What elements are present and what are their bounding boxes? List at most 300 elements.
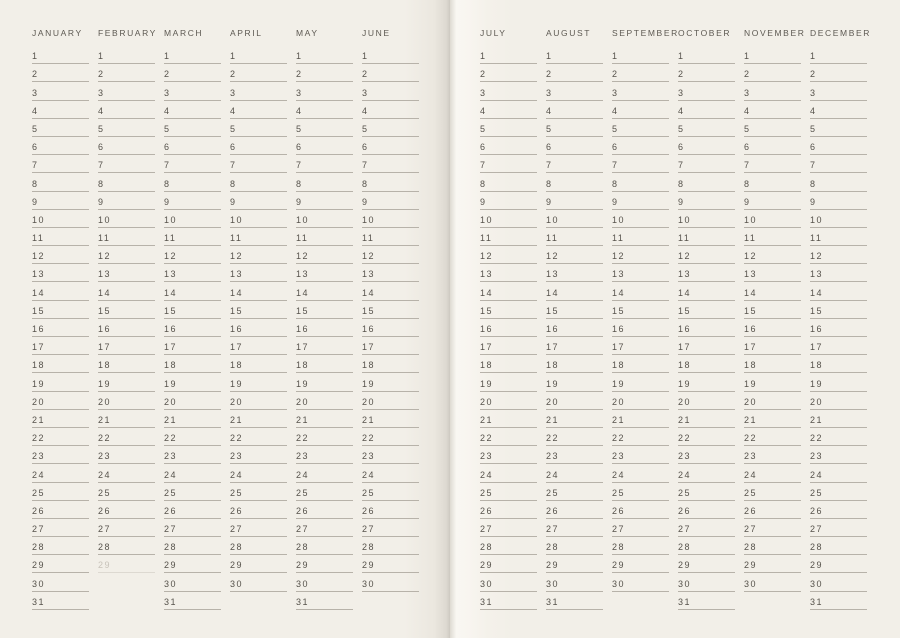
day-row[interactable]: [744, 137, 801, 155]
day-row[interactable]: [32, 137, 89, 155]
day-row[interactable]: [98, 246, 155, 264]
day-row[interactable]: [678, 137, 735, 155]
day-row[interactable]: [32, 446, 89, 464]
day-row[interactable]: [164, 192, 221, 210]
day-row[interactable]: [98, 373, 155, 391]
day-row[interactable]: [546, 573, 603, 591]
day-row[interactable]: [296, 392, 353, 410]
day-row[interactable]: [230, 446, 287, 464]
day-row[interactable]: [362, 64, 419, 82]
day-row[interactable]: [362, 282, 419, 300]
day-row[interactable]: [296, 501, 353, 519]
day-row[interactable]: [744, 301, 801, 319]
day-row[interactable]: [612, 155, 669, 173]
day-row[interactable]: [744, 119, 801, 137]
day-row[interactable]: [164, 319, 221, 337]
day-row[interactable]: [296, 282, 353, 300]
day-row[interactable]: [480, 101, 537, 119]
day-row[interactable]: [362, 446, 419, 464]
day-row[interactable]: [612, 373, 669, 391]
day-row[interactable]: [230, 464, 287, 482]
day-row[interactable]: [744, 519, 801, 537]
day-row[interactable]: [362, 555, 419, 573]
day-row[interactable]: [230, 519, 287, 537]
day-row[interactable]: [362, 155, 419, 173]
day-row[interactable]: [612, 410, 669, 428]
day-row[interactable]: [480, 519, 537, 537]
day-row[interactable]: [546, 519, 603, 537]
day-row[interactable]: [98, 192, 155, 210]
day-row[interactable]: [810, 464, 867, 482]
day-row[interactable]: [480, 64, 537, 82]
day-row[interactable]: [810, 101, 867, 119]
day-row[interactable]: [32, 410, 89, 428]
day-row[interactable]: [362, 192, 419, 210]
day-row[interactable]: [744, 483, 801, 501]
day-row[interactable]: [230, 573, 287, 591]
day-row[interactable]: [480, 483, 537, 501]
day-row[interactable]: [744, 537, 801, 555]
day-row[interactable]: [612, 555, 669, 573]
day-row[interactable]: [810, 228, 867, 246]
day-row[interactable]: [296, 246, 353, 264]
day-row[interactable]: [546, 264, 603, 282]
day-row[interactable]: [230, 555, 287, 573]
day-row[interactable]: [480, 428, 537, 446]
day-row[interactable]: [612, 337, 669, 355]
day-row[interactable]: [612, 210, 669, 228]
day-row[interactable]: [480, 537, 537, 555]
day-row[interactable]: [546, 428, 603, 446]
day-row[interactable]: [32, 301, 89, 319]
day-row[interactable]: [678, 210, 735, 228]
day-row[interactable]: [296, 337, 353, 355]
day-row[interactable]: [480, 446, 537, 464]
day-row[interactable]: [230, 155, 287, 173]
day-row[interactable]: [480, 501, 537, 519]
day-row[interactable]: [164, 373, 221, 391]
day-row[interactable]: [230, 373, 287, 391]
day-row[interactable]: [230, 483, 287, 501]
day-row[interactable]: [164, 446, 221, 464]
day-row[interactable]: [32, 519, 89, 537]
day-row[interactable]: [744, 464, 801, 482]
day-row[interactable]: [32, 119, 89, 137]
day-row[interactable]: [744, 428, 801, 446]
day-row[interactable]: [164, 137, 221, 155]
day-row[interactable]: [362, 464, 419, 482]
day-row[interactable]: [480, 319, 537, 337]
day-row[interactable]: [546, 464, 603, 482]
day-row[interactable]: [546, 119, 603, 137]
day-row[interactable]: [678, 246, 735, 264]
day-row[interactable]: [362, 228, 419, 246]
day-row[interactable]: [546, 410, 603, 428]
day-row[interactable]: [164, 228, 221, 246]
day-row[interactable]: [744, 319, 801, 337]
day-row[interactable]: [546, 64, 603, 82]
day-row[interactable]: [612, 392, 669, 410]
day-row[interactable]: [164, 82, 221, 100]
day-row[interactable]: [164, 464, 221, 482]
day-row[interactable]: [546, 373, 603, 391]
day-row[interactable]: [678, 373, 735, 391]
day-row[interactable]: [296, 46, 353, 64]
day-row[interactable]: [546, 228, 603, 246]
day-row[interactable]: [546, 555, 603, 573]
day-row[interactable]: [164, 428, 221, 446]
day-row[interactable]: [678, 192, 735, 210]
day-row[interactable]: [810, 264, 867, 282]
day-row[interactable]: [678, 355, 735, 373]
day-row[interactable]: [98, 155, 155, 173]
day-row[interactable]: [32, 173, 89, 191]
day-row[interactable]: [480, 210, 537, 228]
day-row[interactable]: [32, 483, 89, 501]
day-row[interactable]: [296, 428, 353, 446]
day-row[interactable]: [546, 319, 603, 337]
day-row[interactable]: [612, 228, 669, 246]
day-row[interactable]: [612, 82, 669, 100]
day-row[interactable]: [480, 246, 537, 264]
day-row[interactable]: [362, 483, 419, 501]
day-row[interactable]: [678, 64, 735, 82]
day-row[interactable]: [362, 319, 419, 337]
day-row[interactable]: [810, 573, 867, 591]
day-row[interactable]: [546, 501, 603, 519]
day-row[interactable]: [810, 428, 867, 446]
day-row[interactable]: [744, 82, 801, 100]
day-row[interactable]: [98, 392, 155, 410]
day-row[interactable]: [32, 46, 89, 64]
day-row[interactable]: [678, 228, 735, 246]
day-row[interactable]: [32, 155, 89, 173]
day-row[interactable]: [612, 519, 669, 537]
day-row[interactable]: [810, 137, 867, 155]
day-row[interactable]: [230, 319, 287, 337]
day-row[interactable]: [678, 319, 735, 337]
day-row[interactable]: [32, 337, 89, 355]
day-row[interactable]: [230, 192, 287, 210]
day-row[interactable]: [678, 301, 735, 319]
day-row[interactable]: [230, 246, 287, 264]
day-row[interactable]: [164, 173, 221, 191]
day-row[interactable]: [546, 246, 603, 264]
day-row[interactable]: [480, 119, 537, 137]
day-row[interactable]: [230, 428, 287, 446]
day-row[interactable]: [810, 555, 867, 573]
day-row[interactable]: [546, 301, 603, 319]
day-row[interactable]: [612, 428, 669, 446]
day-row[interactable]: [362, 301, 419, 319]
day-row[interactable]: [744, 410, 801, 428]
day-row[interactable]: [296, 410, 353, 428]
day-row[interactable]: [546, 137, 603, 155]
day-row[interactable]: [296, 101, 353, 119]
day-row[interactable]: [296, 137, 353, 155]
day-row[interactable]: [744, 192, 801, 210]
day-row[interactable]: [230, 337, 287, 355]
day-row[interactable]: [362, 101, 419, 119]
day-row[interactable]: [678, 428, 735, 446]
day-row[interactable]: [32, 464, 89, 482]
day-row[interactable]: [230, 46, 287, 64]
day-row[interactable]: [480, 573, 537, 591]
day-row[interactable]: [164, 264, 221, 282]
day-row[interactable]: [230, 210, 287, 228]
day-row[interactable]: [480, 464, 537, 482]
day-row[interactable]: [362, 373, 419, 391]
day-row[interactable]: [546, 337, 603, 355]
day-row[interactable]: [744, 228, 801, 246]
day-row[interactable]: [546, 537, 603, 555]
day-row[interactable]: [98, 428, 155, 446]
day-row[interactable]: [98, 501, 155, 519]
day-row[interactable]: [296, 555, 353, 573]
day-row[interactable]: [98, 210, 155, 228]
day-row[interactable]: [810, 519, 867, 537]
day-row[interactable]: [362, 173, 419, 191]
day-row[interactable]: [546, 192, 603, 210]
day-row[interactable]: [612, 64, 669, 82]
day-row[interactable]: [164, 483, 221, 501]
day-row[interactable]: [744, 446, 801, 464]
day-row[interactable]: [296, 155, 353, 173]
day-row[interactable]: [296, 573, 353, 591]
day-row[interactable]: [362, 410, 419, 428]
day-row[interactable]: [164, 355, 221, 373]
day-row[interactable]: [612, 355, 669, 373]
day-row[interactable]: [164, 64, 221, 82]
day-row[interactable]: [612, 46, 669, 64]
day-row[interactable]: [230, 228, 287, 246]
day-row[interactable]: [98, 410, 155, 428]
day-row[interactable]: [480, 410, 537, 428]
day-row[interactable]: [810, 46, 867, 64]
day-row[interactable]: [164, 410, 221, 428]
day-row[interactable]: [678, 264, 735, 282]
day-row[interactable]: [546, 355, 603, 373]
day-row[interactable]: [744, 573, 801, 591]
day-row[interactable]: [480, 173, 537, 191]
day-row[interactable]: [810, 446, 867, 464]
day-row[interactable]: [296, 355, 353, 373]
day-row[interactable]: [98, 337, 155, 355]
day-row[interactable]: [810, 319, 867, 337]
day-row[interactable]: [296, 119, 353, 137]
day-row[interactable]: [612, 101, 669, 119]
day-row[interactable]: [32, 537, 89, 555]
day-row[interactable]: [678, 464, 735, 482]
day-row[interactable]: [546, 483, 603, 501]
day-row[interactable]: [32, 210, 89, 228]
day-row[interactable]: [744, 246, 801, 264]
day-row[interactable]: [744, 555, 801, 573]
day-row[interactable]: [480, 355, 537, 373]
day-row[interactable]: [98, 228, 155, 246]
day-row[interactable]: [546, 46, 603, 64]
day-row[interactable]: [32, 64, 89, 82]
day-row[interactable]: [480, 373, 537, 391]
day-row[interactable]: [32, 555, 89, 573]
day-row[interactable]: [362, 337, 419, 355]
day-row[interactable]: [98, 82, 155, 100]
day-row[interactable]: [612, 282, 669, 300]
day-row[interactable]: [744, 46, 801, 64]
day-row[interactable]: [230, 119, 287, 137]
day-row[interactable]: [480, 337, 537, 355]
day-row[interactable]: [164, 210, 221, 228]
day-row[interactable]: [744, 264, 801, 282]
day-row[interactable]: [98, 446, 155, 464]
day-row[interactable]: [678, 82, 735, 100]
day-row[interactable]: [362, 519, 419, 537]
day-row[interactable]: [230, 101, 287, 119]
day-row[interactable]: [612, 246, 669, 264]
day-row[interactable]: [546, 446, 603, 464]
day-row[interactable]: [810, 501, 867, 519]
day-row[interactable]: [744, 101, 801, 119]
day-row[interactable]: [612, 264, 669, 282]
day-row[interactable]: [810, 155, 867, 173]
day-row[interactable]: [744, 282, 801, 300]
day-row[interactable]: [810, 210, 867, 228]
day-row[interactable]: [546, 210, 603, 228]
day-row[interactable]: [98, 282, 155, 300]
day-row[interactable]: [296, 173, 353, 191]
day-row[interactable]: [32, 392, 89, 410]
day-row[interactable]: [810, 392, 867, 410]
day-row[interactable]: [480, 592, 537, 610]
day-row[interactable]: [32, 192, 89, 210]
day-row[interactable]: [164, 537, 221, 555]
day-row[interactable]: [678, 392, 735, 410]
day-row[interactable]: [810, 592, 867, 610]
day-row[interactable]: [810, 246, 867, 264]
day-row[interactable]: [678, 119, 735, 137]
day-row[interactable]: [612, 464, 669, 482]
day-row[interactable]: [98, 537, 155, 555]
day-row[interactable]: [362, 82, 419, 100]
day-row[interactable]: [32, 428, 89, 446]
day-row[interactable]: [480, 46, 537, 64]
day-row[interactable]: [164, 501, 221, 519]
day-row[interactable]: [164, 46, 221, 64]
day-row[interactable]: [230, 264, 287, 282]
day-row[interactable]: [744, 337, 801, 355]
day-row[interactable]: [744, 501, 801, 519]
day-row[interactable]: [164, 282, 221, 300]
day-row[interactable]: [296, 264, 353, 282]
day-row[interactable]: [362, 246, 419, 264]
day-row[interactable]: [362, 137, 419, 155]
day-row[interactable]: [810, 337, 867, 355]
day-row[interactable]: [164, 337, 221, 355]
day-row[interactable]: [678, 592, 735, 610]
day-row[interactable]: [296, 301, 353, 319]
day-row[interactable]: [164, 246, 221, 264]
day-row[interactable]: [678, 555, 735, 573]
day-row[interactable]: [678, 573, 735, 591]
day-row[interactable]: [678, 173, 735, 191]
day-row[interactable]: [546, 282, 603, 300]
day-row[interactable]: [480, 282, 537, 300]
day-row[interactable]: [230, 501, 287, 519]
day-row[interactable]: [296, 82, 353, 100]
day-row[interactable]: [362, 501, 419, 519]
day-row[interactable]: [230, 173, 287, 191]
day-row[interactable]: [810, 483, 867, 501]
day-row[interactable]: [230, 392, 287, 410]
day-row[interactable]: [612, 483, 669, 501]
day-row[interactable]: [362, 355, 419, 373]
day-row[interactable]: [98, 464, 155, 482]
day-row[interactable]: [98, 555, 155, 573]
day-row[interactable]: [362, 537, 419, 555]
day-row[interactable]: [744, 173, 801, 191]
day-row[interactable]: [612, 119, 669, 137]
day-row[interactable]: [32, 319, 89, 337]
day-row[interactable]: [230, 137, 287, 155]
day-row[interactable]: [810, 373, 867, 391]
day-row[interactable]: [164, 101, 221, 119]
day-row[interactable]: [164, 519, 221, 537]
day-row[interactable]: [480, 555, 537, 573]
day-row[interactable]: [32, 246, 89, 264]
day-row[interactable]: [480, 155, 537, 173]
day-row[interactable]: [744, 373, 801, 391]
day-row[interactable]: [678, 519, 735, 537]
day-row[interactable]: [612, 319, 669, 337]
day-row[interactable]: [612, 192, 669, 210]
day-row[interactable]: [362, 119, 419, 137]
day-row[interactable]: [810, 173, 867, 191]
day-row[interactable]: [296, 373, 353, 391]
day-row[interactable]: [230, 301, 287, 319]
day-row[interactable]: [32, 282, 89, 300]
day-row[interactable]: [678, 501, 735, 519]
day-row[interactable]: [230, 537, 287, 555]
day-row[interactable]: [296, 464, 353, 482]
day-row[interactable]: [480, 82, 537, 100]
day-row[interactable]: [230, 282, 287, 300]
day-row[interactable]: [678, 537, 735, 555]
day-row[interactable]: [296, 446, 353, 464]
day-row[interactable]: [546, 101, 603, 119]
day-row[interactable]: [546, 592, 603, 610]
day-row[interactable]: [98, 101, 155, 119]
day-row[interactable]: [362, 210, 419, 228]
day-row[interactable]: [744, 355, 801, 373]
day-row[interactable]: [164, 301, 221, 319]
day-row[interactable]: [296, 210, 353, 228]
day-row[interactable]: [612, 301, 669, 319]
day-row[interactable]: [164, 155, 221, 173]
day-row[interactable]: [612, 173, 669, 191]
day-row[interactable]: [98, 483, 155, 501]
day-row[interactable]: [678, 337, 735, 355]
day-row[interactable]: [230, 82, 287, 100]
day-row[interactable]: [612, 446, 669, 464]
day-row[interactable]: [164, 592, 221, 610]
day-row[interactable]: [612, 137, 669, 155]
day-row[interactable]: [480, 137, 537, 155]
day-row[interactable]: [296, 592, 353, 610]
day-row[interactable]: [230, 64, 287, 82]
day-row[interactable]: [546, 82, 603, 100]
day-row[interactable]: [32, 355, 89, 373]
day-row[interactable]: [480, 192, 537, 210]
